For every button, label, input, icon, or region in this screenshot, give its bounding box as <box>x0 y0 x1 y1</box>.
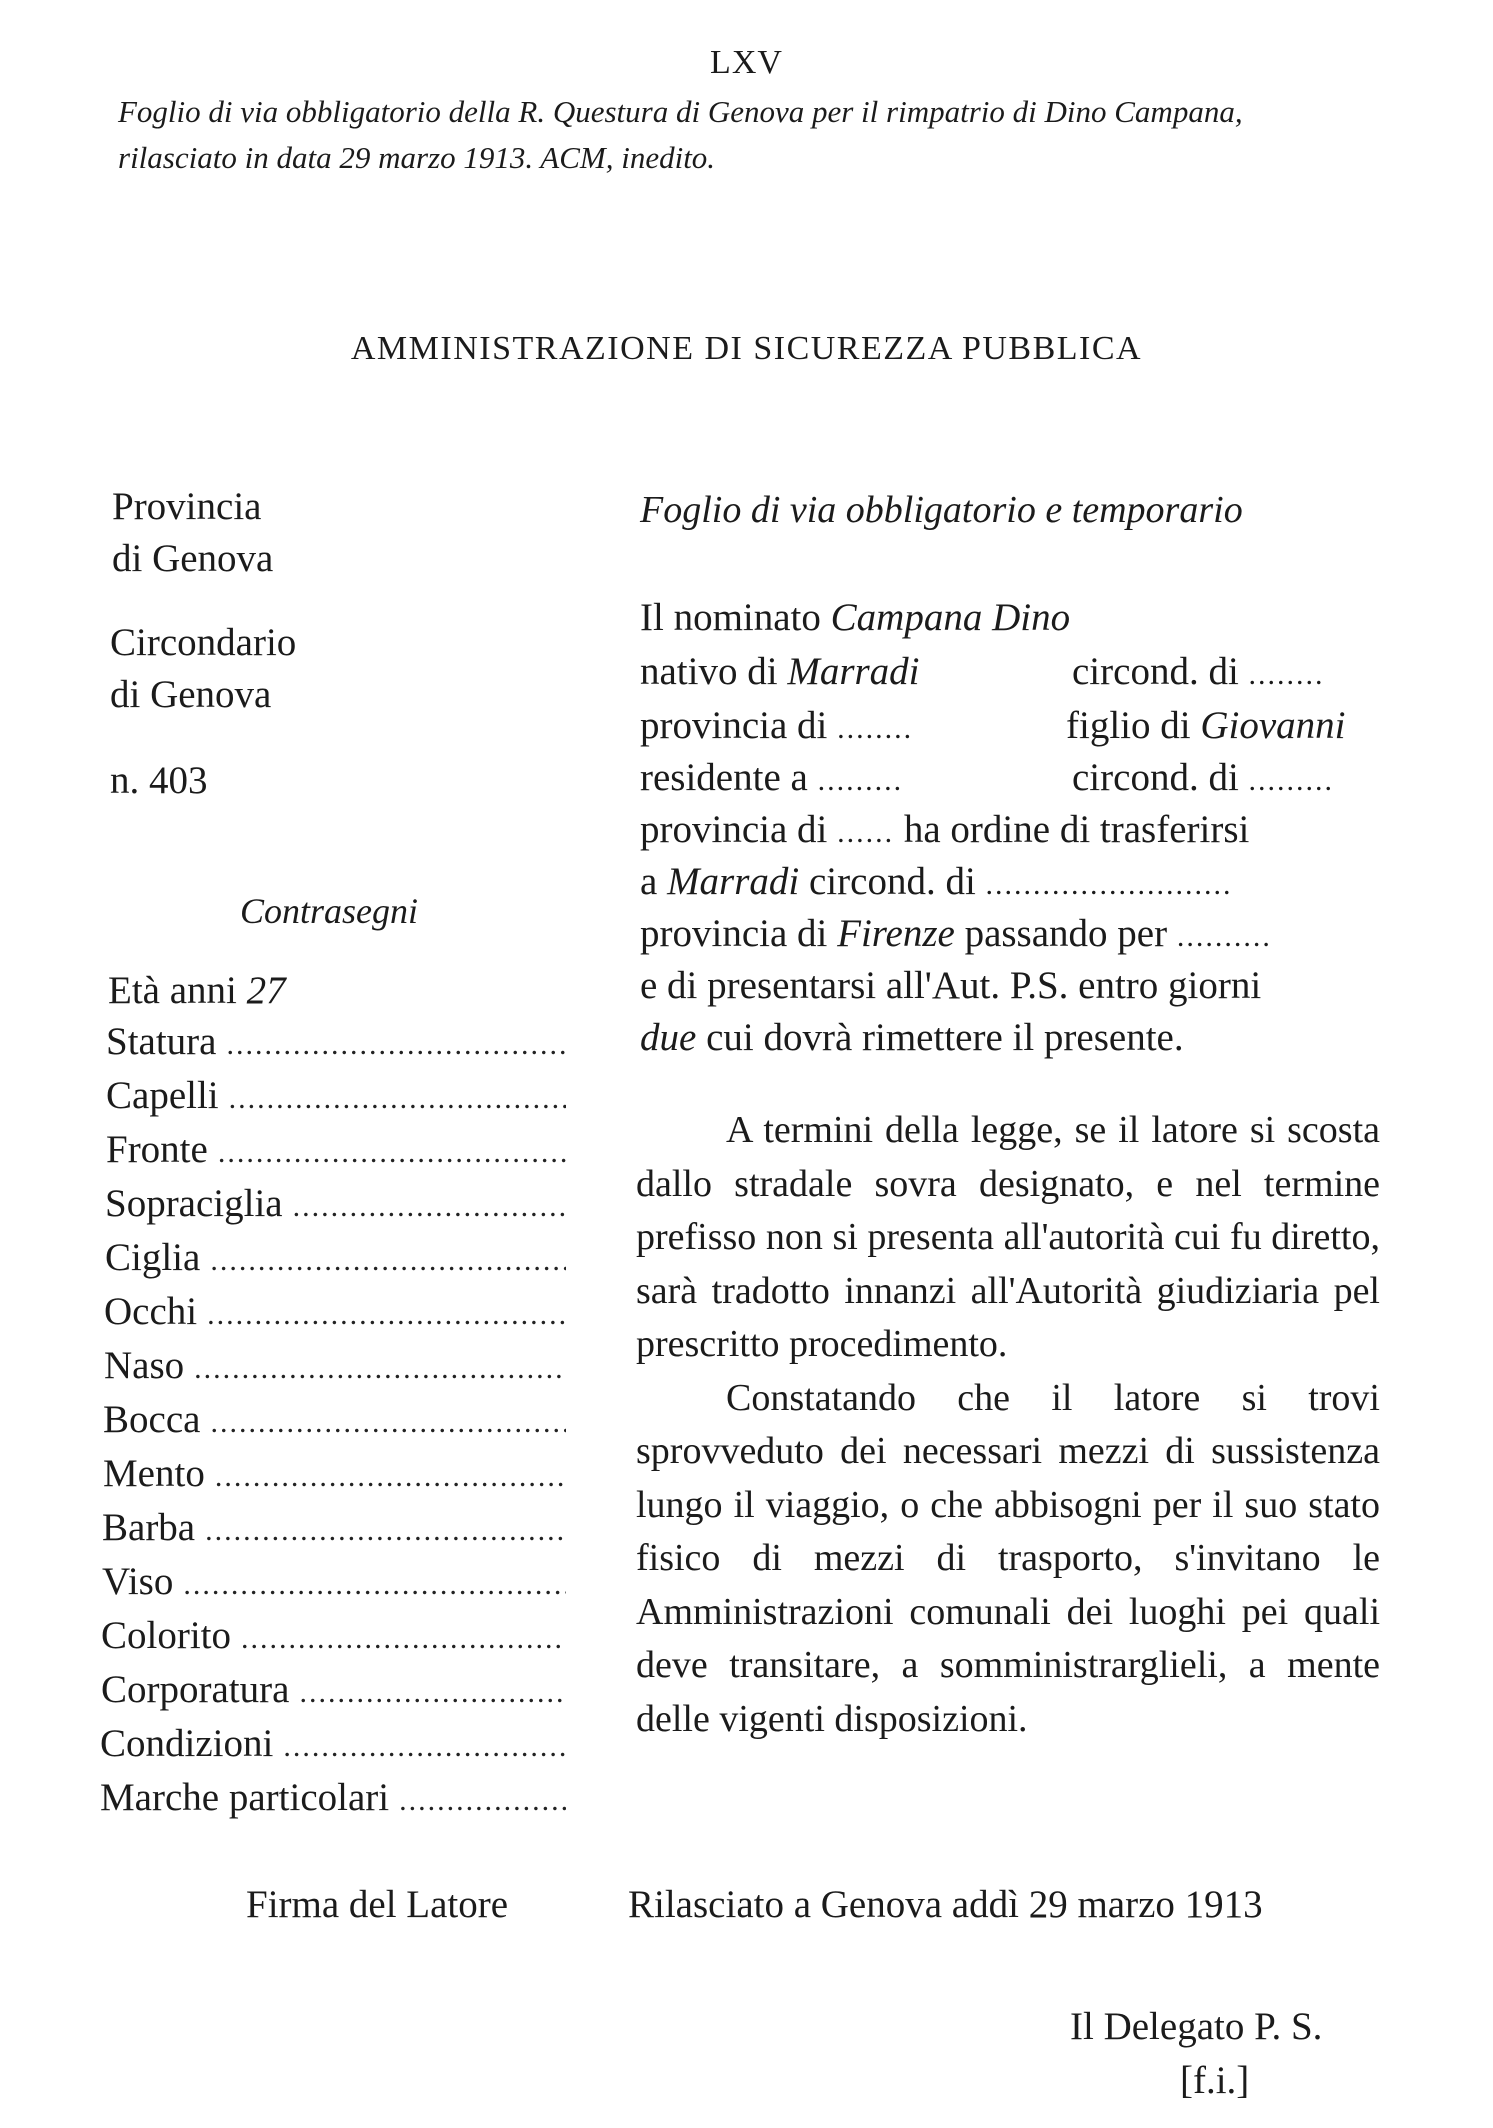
field-label: Barba <box>102 1506 196 1549</box>
dot-leader <box>293 1181 566 1233</box>
signature-label: Firma del Latore <box>246 1883 509 1926</box>
text: nativo di <box>640 650 778 693</box>
name-value: Campana Dino <box>830 596 1071 639</box>
form-line-7 <box>640 908 1272 960</box>
eta-value: 27 <box>246 969 286 1012</box>
field-row <box>105 1232 566 1284</box>
dot-leader <box>218 1127 566 1179</box>
document-title: AMMINISTRAZIONE DI SICUREZZA PUBBLICA <box>350 330 1143 367</box>
dot-leader <box>229 1073 566 1125</box>
form-line-5 <box>640 804 1249 856</box>
field-label: Condizioni <box>100 1722 274 1765</box>
birthplace-value: Marradi <box>787 650 920 693</box>
provincia-label: Provincia <box>112 485 262 528</box>
field-row <box>106 1016 566 1068</box>
dot-leader <box>183 1559 566 1611</box>
blank-dots: .......................... <box>985 868 1233 901</box>
dot-leader <box>210 1235 566 1287</box>
form-line-9 <box>640 1012 1184 1064</box>
text: cui dovrà rimettere il presente. <box>706 1016 1184 1059</box>
field-row <box>102 1502 566 1554</box>
dot-leader <box>205 1505 566 1557</box>
form-line-6 <box>640 856 1233 908</box>
field-row <box>104 1286 566 1338</box>
delegate-label: Il Delegato P. S. <box>1070 2005 1323 2048</box>
blank-dots: ...... <box>837 816 895 849</box>
form-line-2-right <box>1072 646 1325 698</box>
field-label: Mento <box>103 1452 205 1495</box>
form-line-8 <box>640 960 1261 1012</box>
field-row <box>104 1340 566 1392</box>
circondario-value: di Genova <box>110 673 272 716</box>
section-numeral: LXV <box>710 44 783 81</box>
text: ha ordine di trasferirsi <box>903 808 1250 851</box>
field-label: Bocca <box>103 1398 201 1441</box>
issued-line: Rilasciato a Genova addì 29 marzo 1913 <box>628 1883 1263 1926</box>
province-value: Firenze <box>837 912 955 955</box>
text: circond. di <box>1072 756 1239 799</box>
contrasegni-heading: Contrasegni <box>240 891 419 931</box>
blank-dots: ........ <box>837 712 914 745</box>
blank-dots: ........ <box>1248 658 1325 691</box>
field-label: Ciglia <box>105 1236 201 1279</box>
initials: [f.i.] <box>1180 2059 1250 2102</box>
field-row <box>103 1394 566 1446</box>
text: residente a <box>640 756 808 799</box>
field-label: Sopraciglia <box>105 1182 283 1225</box>
dot-leader <box>283 1721 566 1773</box>
field-row <box>106 1070 566 1122</box>
provincia-value: di Genova <box>112 537 274 580</box>
caption-line-1: Foglio di via obbligatorio della R. Questura di Genova per il rimpatrio di Dino Campana, <box>118 94 1243 129</box>
field-row <box>101 1610 566 1662</box>
text: figlio di <box>1066 704 1191 747</box>
form-line-1 <box>640 592 1070 644</box>
legal-paragraphs <box>636 1104 1380 1746</box>
text: provincia di <box>640 912 828 955</box>
destination-value: Marradi <box>667 860 800 903</box>
dot-leader <box>226 1019 566 1071</box>
text: passando per <box>964 912 1168 955</box>
dot-leader <box>241 1613 566 1665</box>
text: a <box>640 860 658 903</box>
text: circond. di <box>1072 650 1239 693</box>
circondario-label: Circondario <box>110 621 297 664</box>
field-label: Viso <box>102 1560 174 1603</box>
field-label: Fronte <box>106 1128 208 1171</box>
dot-leader <box>215 1451 566 1503</box>
field-row <box>100 1772 566 1824</box>
dot-leader <box>399 1775 566 1827</box>
blank-dots: ......... <box>1248 764 1335 797</box>
eta-row <box>108 968 286 1013</box>
form-line-4-right <box>1072 752 1334 804</box>
dot-leader <box>207 1289 566 1341</box>
text: circond. di <box>809 860 976 903</box>
field-label: Naso <box>104 1344 185 1387</box>
field-label: Occhi <box>104 1290 198 1333</box>
field-label: Colorito <box>101 1614 232 1657</box>
form-title: Foglio di via obbligatorio e temporario <box>640 489 1243 531</box>
field-label: Marche particolari <box>100 1776 390 1819</box>
blank-dots: .......... <box>1176 920 1272 953</box>
dot-leader <box>299 1667 566 1719</box>
form-line-3 <box>640 700 913 752</box>
text: e di presentarsi all'Aut. P.S. entro giorni <box>640 964 1262 1007</box>
form-line-4 <box>640 752 903 804</box>
blank-dots: ......... <box>817 764 904 797</box>
days-value: due <box>640 1016 697 1059</box>
dot-leader <box>194 1343 566 1395</box>
field-row <box>100 1718 566 1770</box>
field-row <box>106 1124 566 1176</box>
field-label: Corporatura <box>101 1668 290 1711</box>
eta-label: Età anni <box>108 969 237 1012</box>
form-line-2 <box>640 646 920 698</box>
document-number: n. 403 <box>110 759 208 802</box>
paragraph-1: A termini della legge, se il latore si scosta dallo stradale sovra designato, e nel termine prefisso non si presenta all'autorità cui fu diretto, sarà tradotto innanzi all'Autorità giudiziaria pel prescritto procedimento. <box>636 1109 1380 1365</box>
father-value: Giovanni <box>1200 704 1346 747</box>
field-label: Capelli <box>106 1074 219 1117</box>
text: Il nominato <box>640 596 821 639</box>
field-row <box>105 1178 566 1230</box>
dot-leader <box>210 1397 566 1449</box>
text: provincia di <box>640 704 828 747</box>
field-label: Statura <box>106 1020 217 1063</box>
field-row <box>101 1664 566 1716</box>
caption-line-2: rilasciato in data 29 marzo 1913. ACM, inedito. <box>118 140 716 175</box>
text: provincia di <box>640 808 828 851</box>
field-row <box>103 1448 566 1500</box>
field-row <box>102 1556 566 1608</box>
paragraph-2: Constatando che il latore si trovi sprovveduto dei necessari mezzi di sussistenza lungo il viaggio, o che abbisogni per il suo stato fisico di mezzi di trasporto, s'invitano le Amministrazioni comunali dei luoghi pei quali deve transitare, a somministrarglieli, a mente delle vigenti disposizioni. <box>636 1376 1380 1740</box>
form-line-3-right <box>1066 700 1346 752</box>
